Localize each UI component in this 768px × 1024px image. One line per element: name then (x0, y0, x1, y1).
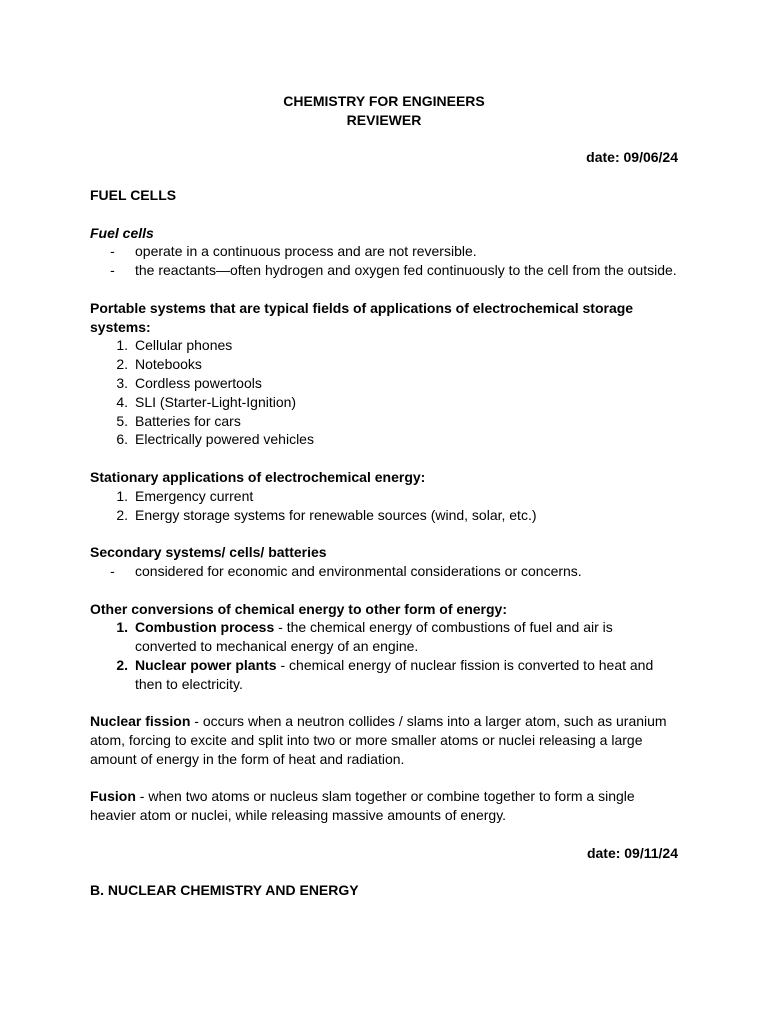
heading-stationary-applications: Stationary applications of electrochemical energy: (90, 468, 426, 485)
list-number: 2. (116, 506, 128, 523)
dash-marker: - (110, 562, 115, 579)
list-item-text: the reactants—often hydrogen and oxygen fed continuously to the cell from the outside. (135, 262, 677, 279)
subheading-fuel-cells: Fuel cells (90, 224, 154, 241)
list-item (90, 261, 678, 280)
term-combustion-process: Combustion process (135, 619, 275, 636)
list-item (90, 506, 678, 525)
list-item-text: Batteries for cars (135, 412, 241, 429)
list-item-text: Emergency current (135, 487, 254, 504)
list-item-text: SLI (Starter-Light-Ignition) (135, 393, 297, 410)
list-item (90, 618, 678, 656)
list-number: 3. (116, 374, 128, 391)
list-item-text: considered for economic and environmental considerations or concerns. (135, 562, 582, 579)
dash-marker: - (110, 243, 115, 260)
heading-secondary-systems: Secondary systems/ cells/ batteries (90, 544, 327, 561)
term-nuclear-power-plants: Nuclear power plants (135, 656, 277, 673)
list-item-text (135, 656, 678, 694)
term-fusion: Fusion (90, 788, 136, 805)
definition-nuclear-fission: - occurs when a neutron collides / slams into a larger atom, such as uranium atom, forcing to excite and split into two or more smaller atoms or nuclei releasing a large amount of energy in the form of heat and radiation. (90, 713, 667, 767)
term-nuclear-fission: Nuclear fission (90, 713, 191, 730)
heading-other-conversions: Other conversions of chemical energy to other form of energy: (90, 600, 507, 617)
paragraph-fusion (90, 787, 678, 825)
date-label: date: 09/11/24 (586, 844, 678, 861)
definition-nuclear-power-plants: - chemical energy of nuclear fission is converted to heat and then to electricity. (135, 656, 654, 692)
list-item (90, 656, 678, 694)
list-number: 2. (116, 356, 128, 373)
document-title-line1: CHEMISTRY FOR ENGINEERS (283, 93, 485, 109)
list-item (90, 393, 678, 412)
list-item (90, 242, 678, 261)
list-item-text: Energy storage systems for renewable sources (wind, solar, etc.) (135, 506, 537, 523)
list-item (90, 412, 678, 431)
definition-combustion-process: - the chemical energy of combustions of fuel and air is converted to mechanical energy of an engine. (135, 619, 613, 655)
list-item-text: Cordless powertools (135, 374, 262, 391)
definition-fusion: - when two atoms or nucleus slam together or combine together to form a single heavier atom or nuclei, while releasing massive amounts of energy. (90, 788, 635, 824)
date-label: date: 09/06/24 (586, 149, 678, 166)
document-title-line2: REVIEWER (346, 111, 422, 128)
list-item (90, 336, 678, 355)
list-number: 4. (116, 393, 128, 410)
list-item (90, 562, 678, 581)
list-number: 2. (116, 656, 128, 673)
section-heading-fuel-cells: FUEL CELLS (90, 186, 177, 203)
list-item-text: Cellular phones (135, 337, 233, 354)
heading-portable-systems: Portable systems that are typical fields of applications of electrochemical storage systems: (90, 299, 634, 335)
list-number: 1. (116, 337, 128, 354)
list-item (90, 487, 678, 506)
list-number: 5. (116, 412, 128, 429)
list-item (90, 355, 678, 374)
list-item (90, 374, 678, 393)
list-item-text (135, 618, 678, 656)
list-item-text: Notebooks (135, 356, 202, 373)
paragraph-nuclear-fission (90, 712, 678, 768)
list-item-text: Electrically powered vehicles (135, 431, 314, 448)
list-item (90, 430, 678, 449)
list-number: 6. (116, 431, 128, 448)
dash-marker: - (110, 262, 115, 279)
list-number: 1. (116, 619, 128, 636)
section-heading-nuclear-chemistry: B. NUCLEAR CHEMISTRY AND ENERGY (90, 882, 359, 899)
list-number: 1. (116, 487, 128, 504)
list-item-text: operate in a continuous process and are not reversible. (135, 243, 477, 260)
